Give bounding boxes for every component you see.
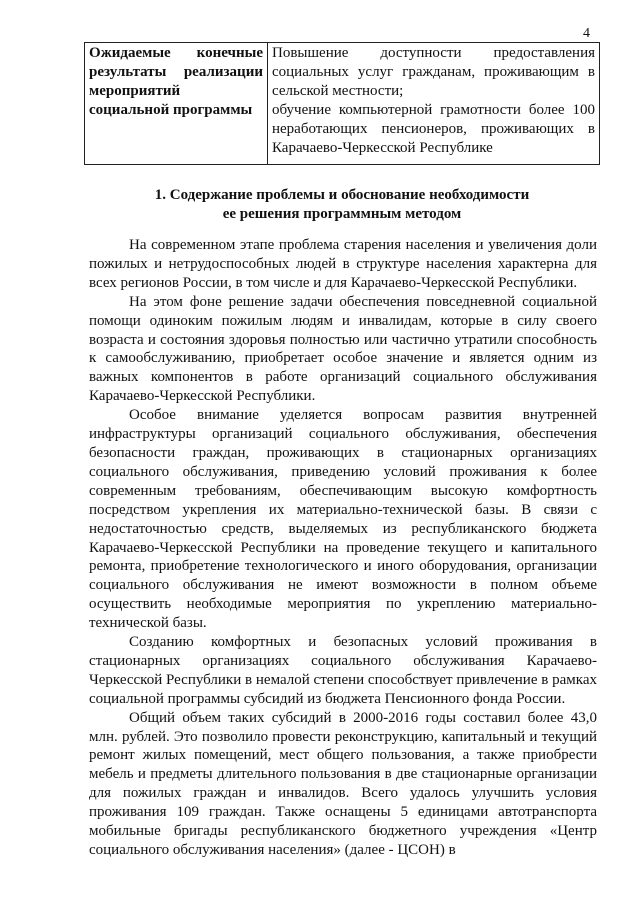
table-value-cell [268,43,600,165]
section-heading-line: 1. Содержание проблемы и обоснование необходимости [154,187,530,203]
program-summary-table [84,42,600,165]
paragraph: Общий объем таких субсидий в 2000-2016 годы составил более 43,0 млн. рублей. Это позволило провести реконструкцию, капитальный и текущий ремонт жилых помещений, мест общего пользования, а также приобрести мебель и предметы длительного пользования в две стационарные организации для пожилых граждан и инвалидов. Всего удалось улучшить условия проживания 109 граждан. Также оснащены 5 единицами автотранспорта мобильные бригады республиканского бюджетного учреждения «Центр социального обслуживания населения» (далее - ЦСОН) в [89,709,597,858]
section-heading-line: ее решения программным методом [222,206,462,222]
paragraph: Особое внимание уделяется вопросам развития внутренней инфраструктуры организаций социального обслуживания, обеспечения безопасности граждан, проживающих в стационарных организациях социального обслуживания, приведению условий проживания к более современным требованиям, обеспечивающим высокую комфортность посредством укрепления их материально-технической базы. В связи с недостаточностью средств, выделяемых из республиканского бюджета Карачаево-Черкесской Республики на проведение текущего и капитального ремонта, приобретение технологического и иного оборудования, организации социального обслуживания не имеют возможности в полном объеме осуществить необходимые мероприятия по укреплению материально-технической базы. [89,407,597,632]
expected-result-item: Повышение доступности предоставления социальных услуг гражданам, проживающим в сельской местности; [272,45,595,99]
expected-result-item: обучение компьютерной грамотности более 100 неработающих пенсионеров, проживающих в Карачаево-Черкесской Республике [272,102,595,156]
paragraph: Созданию комфортных и безопасных условий проживания в стационарных организациях социального обслуживания Карачаево-Черкесской Республики в немалой степени способствует привлечение в рамках социальной программы субсидий из бюджета Пенсионного фонда России. [89,634,597,707]
table-label-cell: Ожидаемые конечные результаты реализации мероприятий социальной программы [85,43,268,165]
body-text [89,236,597,860]
section-heading [84,186,600,224]
page-number: 4 [583,26,590,41]
paragraph: На этом фоне решение задачи обеспечения повседневной социальной помощи одиноким пожилым людям и инвалидам, которые в силу своего возраста и состояния здоровья полностью или частично утратили способность к самообслуживанию, приобретает особое значение и является одним из важных компонентов в работе организаций социального обслуживания Карачаево-Черкесской Республики. [89,293,597,405]
paragraph: На современном этапе проблема старения населения и увеличения доли пожилых и нетрудоспособных людей в структуре населения характерна для всех регионов России, в том числе и для Карачаево-Черкесской Республики. [89,237,597,291]
table-row [85,43,600,165]
